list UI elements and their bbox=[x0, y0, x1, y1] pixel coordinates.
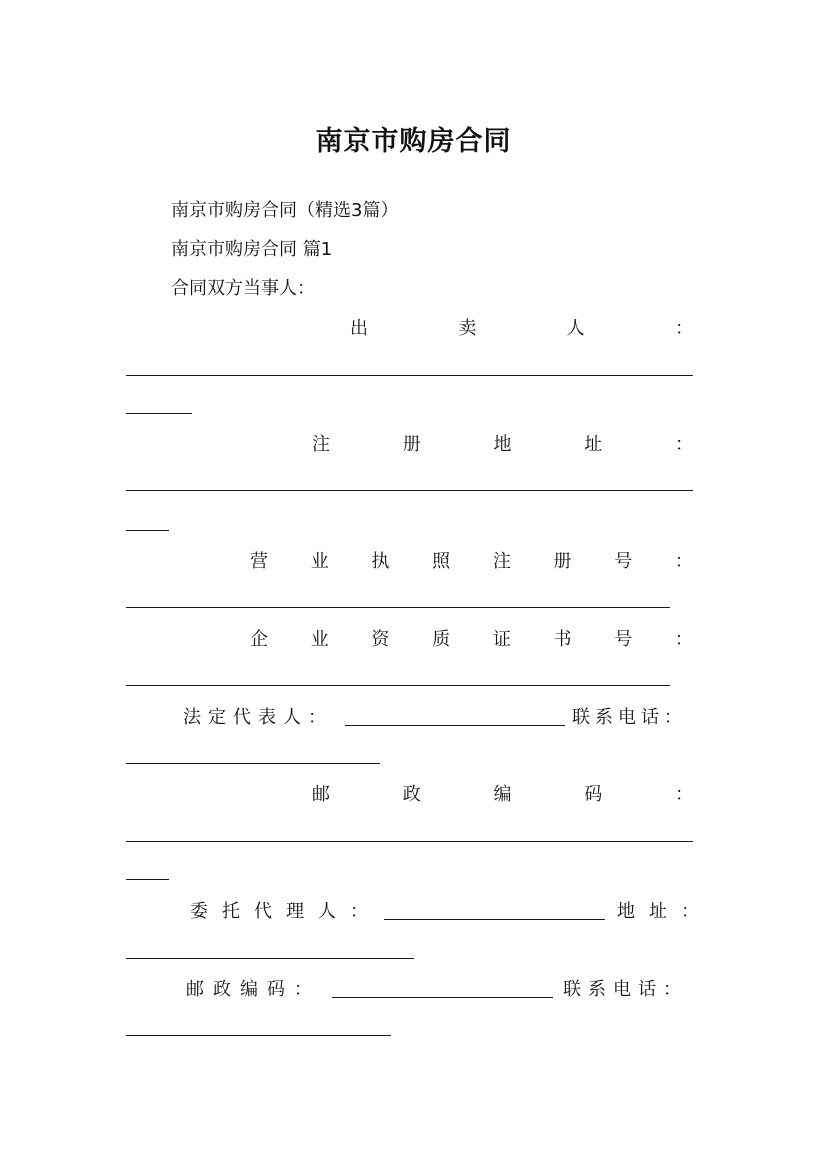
seller-party-blank-line-1[interactable] bbox=[126, 375, 693, 376]
qualification-cert-blank-line[interactable] bbox=[126, 685, 670, 686]
seller-party-label: 出 卖 人 ： bbox=[350, 318, 693, 339]
business-license-blank-line[interactable] bbox=[126, 607, 670, 608]
legal-rep-label: 法定代表人： bbox=[183, 707, 333, 728]
qualification-cert-label: 企 业 资 质 证 书 号 ： bbox=[250, 629, 693, 650]
agent-label: 委托代理人： bbox=[190, 901, 382, 922]
business-license-label: 营 业 执 照 注 册 号 ： bbox=[250, 551, 693, 572]
legal-rep-phone-blank-line[interactable] bbox=[126, 763, 380, 764]
agent-address-blank-line[interactable] bbox=[126, 958, 414, 959]
document-title: 南京市购房合同 bbox=[315, 126, 512, 158]
seller-party-blank-line-2[interactable] bbox=[126, 413, 192, 414]
registered-address-blank-line-2[interactable] bbox=[126, 530, 169, 531]
agent-postal-blank[interactable] bbox=[332, 997, 553, 998]
agent-contact-row bbox=[126, 977, 693, 1003]
agent-address-label: 地址： bbox=[617, 901, 713, 922]
legal-rep-blank[interactable] bbox=[345, 725, 565, 726]
parties-label: 合同双方当事人： bbox=[171, 278, 315, 299]
agent-postal-label: 邮政编码： bbox=[186, 979, 321, 1000]
registered-address-blank-line-1[interactable] bbox=[126, 490, 693, 491]
agent-blank[interactable] bbox=[384, 919, 605, 920]
agent-phone-label: 联系电话： bbox=[563, 979, 688, 1000]
postal-code-blank-line-2[interactable] bbox=[126, 879, 169, 880]
registered-address-label: 注 册 地 址 ： bbox=[312, 434, 693, 455]
postal-code-label: 邮 政 编 码 ： bbox=[312, 784, 693, 805]
agent-row bbox=[126, 899, 713, 925]
part-heading: 南京市购房合同 篇1 bbox=[171, 239, 333, 260]
agent-phone-blank-line[interactable] bbox=[126, 1035, 391, 1036]
collection-heading: 南京市购房合同（精选3篇） bbox=[171, 200, 399, 221]
legal-rep-row bbox=[126, 705, 693, 731]
postal-code-blank-line-1[interactable] bbox=[126, 841, 693, 842]
legal-rep-phone-label: 联系电话： bbox=[572, 707, 687, 728]
